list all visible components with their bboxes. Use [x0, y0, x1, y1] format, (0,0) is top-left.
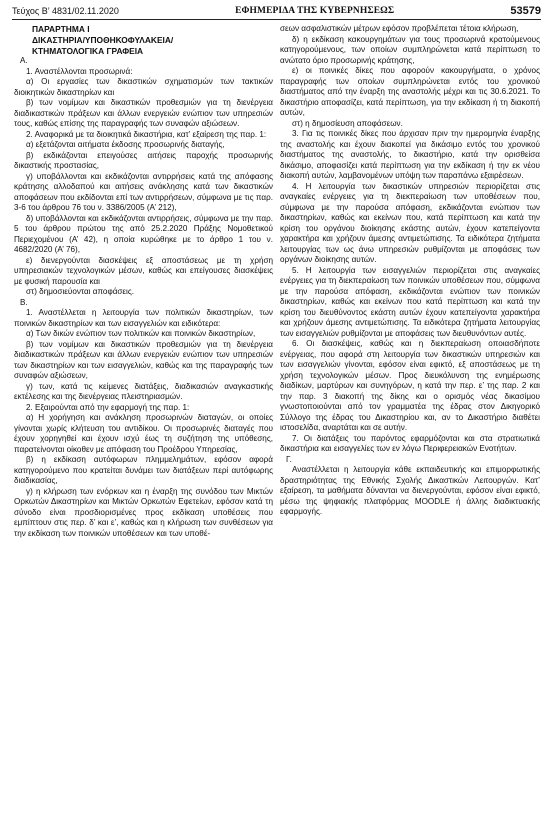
annex-heading: ΔΙΚΑΣΤΗΡΙΑ/ΥΠΟΘΗΚΟΦΥΛΑΚΕΙΑ/: [32, 34, 174, 45]
paragraph: α) Η χορήγηση και ανάκληση προσωρινών διαταγών, οι οποίες γίνονται χωρίς κλήτευση του αντιδίκου. Οι προσωρινές διαταγές που έχουν χορηγηθεί και έχουν ισχύ έως τη συζήτηση της υπόθεσης, παρατείνονται οίκοθεν με απόφαση του Προέδρου Υπηρεσίας,: [14, 413, 273, 454]
paragraph: ε) οι ποινικές δίκες που αφορούν κακουργήματα, ο χρόνος παραγραφής των οποίων συμπληρώνεται εντός του χρονικού διαστήματος από την έναρξη της αναστολής μέχρι και τις 30.6.2021. Το δικαστήριο αποφασίζει, κατά περίπτωση, για την εκδίκαση ή τη διακοπή αυτών,: [280, 66, 540, 117]
section-marker: Γ.: [286, 454, 292, 464]
paragraph: 1. Αναστέλλεται η λειτουργία των πολιτικών δικαστηρίων, των ποινικών δικαστηρίων και των εισαγγελιών και ειδικότερα:: [14, 308, 273, 328]
page-number: 53579: [510, 5, 541, 17]
header-rule: [12, 19, 541, 20]
paragraph: γ) η κλήρωση των ενόρκων και η έναρξη της συνόδου των Μικτών Ορκωτών Δικαστηρίων και Μικτών Ορκωτών Εφετείων, εφόσον κατά τη σύνοδο είναι προσδιορισμένες προς εκδίκαση υποθέσεις που εμπίπτουν στις περ. δ’ και ε’, καθώς και η κλήρωση των συνθέσεων για την εκδίκαση των ποινικών υποθέσεων και των υποθέ-: [14, 486, 273, 538]
paragraph: δ) υποβάλλονται και εκδικάζονται αντιρρήσεις, σύμφωνα με την παρ. 5 του άρθρου πρώτου της από 25.2.2020 Πράξης Νομοθετικού Περιεχομένου (Α’ 42), η οποία κυρώθηκε με το άρθρο 1 του ν. 4682/2020 (Α’ 76),: [14, 213, 273, 255]
left-column: [14, 24, 273, 539]
paragraph: σεων ασφαλιστικών μέτρων εφόσον προβλέπεται τέτοια κλήρωση,: [280, 24, 519, 33]
paragraph: 7. Οι διατάξεις του παρόντος εφαρμόζονται και στα στρατιωτικά δικαστήρια και εισαγγελίες των εν λόγω Περιφερειακών Ενοτήτων.: [280, 433, 540, 453]
paragraph: α) Των δικών ενώπιον των πολιτικών και ποινικών δικαστηρίων,: [26, 329, 256, 339]
paragraph: α) Οι εργασίες των δικαστικών σχηματισμών των τακτικών διοικητικών δικαστηρίων και: [14, 77, 273, 97]
paragraph: ε) διενεργούνται διασκέψεις εξ αποστάσεως με τη χρήση υπηρεσιακών τεχνολογικών μέσων, καθώς και επείγουσες διασκέψεις με φυσική παρουσία και: [14, 255, 273, 286]
paragraph: 2. Εξαιρούνται από την εφαρμογή της παρ. 1:: [26, 402, 190, 412]
issue-reference: Τεύχος Β’ 4831/02.11.2020: [12, 6, 119, 16]
paragraph: γ) των, κατά τις κείμενες διατάξεις, διαδικασιών αναγκαστικής εκτέλεσης και της διενέργειας πλειστηριασμών.: [14, 381, 273, 402]
paragraph: β) εκδικάζονται επειγούσες αιτήσεις παροχής προσωρινής δικαστικής προστασίας,: [14, 150, 273, 171]
paragraph: 3. Για τις ποινικές δίκες που άρχισαν πριν την ημερομηνία έναρξης της αναστολής και έχουν διακοπεί για δικάσιμο εντός του χρονικού διαστήματος της αναστολής, το δικαστήριο, κατά την ορισθείσα δικάσιμο, αποφασίζει κατά περίπτωση για την εκδίκαση ή την εκ νέου διακοπή αυτών, λαμβανομένων υπόψη των παραπάνω εξαιρέσεων.: [280, 129, 540, 180]
paragraph: 2. Αναφορικά με τα διοικητικά δικαστήρια, κατ’ εξαίρεση της παρ. 1:: [26, 129, 267, 139]
paragraph: στ) δημοσιεύονται αποφάσεις.: [26, 287, 135, 297]
paragraph: 6. Οι διασκέψεις, καθώς και η διεκπεραίωση οποιασδήποτε ενέργειας, που αφορά στη λειτουργία των δικαστικών υπηρεσιών και των εισαγγελιών γίνονται, εφόσον είναι εφικτό, εξ αποστάσεως με τη χρήση τεχνολογικών μέσων. Προς διευκόλυνση της ενημέρωσης διαδίκων, μαρτύρων και συνηγόρων, η κατά την περ. ε’ της παρ. 2 και την παρ. 3 διακοπή της δίκης και ο ορισμός νέας δικασίμου γνωστοποιούνται από τον γραμματέα της έδρας στον Δικηγορικό Σύλλογο της έδρας του Δικαστηρίου και, αν το Δικαστήριο διαθέτει ιστοσελίδα, αναρτάται και σε αυτήν.: [280, 339, 540, 432]
paragraph: α) εξετάζονται αιτήματα έκδοσης προσωρινής διαταγής,: [26, 140, 225, 150]
section-marker: Β.: [20, 297, 28, 307]
paragraph: Αναστέλλεται η λειτουργία κάθε εκπαιδευτικής και επιμορφωτικής δραστηριότητας της Εθνικής Σχολής Δικαστικών Λειτουργών. Κατ’ εξαίρεση, τα μαθήματα δύνανται να διενεργούνται, εφόσον είναι εφικτό, μέσω της ψηφιακής πλατφόρμας MOODLE ή άλλης διαδικτυακής εφαρμογής.: [280, 465, 540, 516]
annex-heading: ΚΤΗΜΑΤΟΛΟΓΙΚΑ ΓΡΑΦΕΙΑ: [32, 45, 144, 56]
paragraph: β) η εκδίκαση αυτόφωρων πλημμελημάτων, εφόσον αφορά κατηγορούμενο που κρατείται δυνάμει των διατάξεων περί αυτόφωρης διαδικασίας,: [14, 455, 273, 486]
paragraph: 4. Η λειτουργία των δικαστικών υπηρεσιών περιορίζεται στις αναγκαίες ενέργειες για τη διεκπεραίωση των υποθέσεων που, σύμφωνα με την παρούσα απόφαση, εκδικάζονται ενώπιον των δικαστηρίων, καθώς και εκείνων που, κατά περίπτωση και κατά την κρίση του οργάνου διοίκησης εκάστης αυτών, έχουν κατεπείγοντα χαρακτήρα και χρήζουν άμεσης αντιμετώπισης. Τα ειδικότερα ζητήματα λειτουργίας των ως άνω υπηρεσιών ρυθμίζονται με αποφάσεις των οργάνων διοίκησης αυτών.: [280, 181, 540, 264]
paragraph: β) των νομίμων και δικαστικών προθεσμιών για τη διενέργεια διαδικαστικών πράξεων και άλλων ενεργειών ενώπιον των υπηρεσιών των δικαστηρίων και των εισαγγελιών, καθώς και της παραγραφής των συναφών αξιώσεων,: [14, 339, 273, 381]
right-column: [280, 24, 540, 518]
paragraph: 1. Αναστέλλονται προσωρινά:: [26, 66, 133, 76]
annex-heading: ΠΑΡΑΡΤΗΜΑ Ι: [32, 24, 90, 34]
page-header: [12, 4, 541, 18]
paragraph: δ) η εκδίκαση κακουργημάτων για τους προσωρινά κρατούμενους κατηγορούμενους, των οποίων συμπληρώνεται κατά περίπτωση το ανώτατο όριο προσωρινής κράτησης,: [280, 34, 540, 65]
paragraph: στ) η δημοσίευση αποφάσεων.: [292, 118, 403, 128]
section-marker: Α.: [20, 56, 28, 66]
gazette-title: ΕΦΗΜΕΡΙΔΑ ΤΗΣ ΚΥΒΕΡΝΗΣΕΩΣ: [235, 6, 395, 16]
paragraph: β) των νομίμων και δικαστικών προθεσμιών για τη διενέργεια διαδικαστικών πράξεων και άλλων ενεργειών ενώπιον των υπηρεσιών τους, καθώς επίσης της παραγραφής των συναφών αξιώσεων.: [14, 98, 273, 129]
paragraph: γ) υποβάλλονται και εκδικάζονται αντιρρήσεις κατά της απόφασης κράτησης αλλοδαπού και αιτήσεις ανάκλησης κατά των δικαστικών αποφάσεων που εκδίδονται επί των αντιρρήσεων, σύμφωνα με τις παρ. 3-6 του άρθρου 76 του ν. 3386/2005 (Α’ 212),: [14, 171, 273, 213]
paragraph: 5. Η λειτουργία των εισαγγελιών περιορίζεται στις αναγκαίες ενέργειες για τη διεκπεραίωση των ποινικών υποθέσεων που, σύμφωνα με την παρούσα απόφαση, εκδικάζονται ενώπιον των ποινικών δικαστηρίων, καθώς και εκείνων που κατά περίπτωση και κατά την κρίση του διευθύνοντος εκάστη αυτών έχουν κατεπείγοντα χαρακτήρα και χρήζουν άμεσης αντιμετώπισης. Τα ειδικότερα ζητήματα λειτουργίας των εισαγγελιών ρυθμίζονται με αποφάσεις των διευθυνόντων αυτές.: [280, 265, 540, 338]
